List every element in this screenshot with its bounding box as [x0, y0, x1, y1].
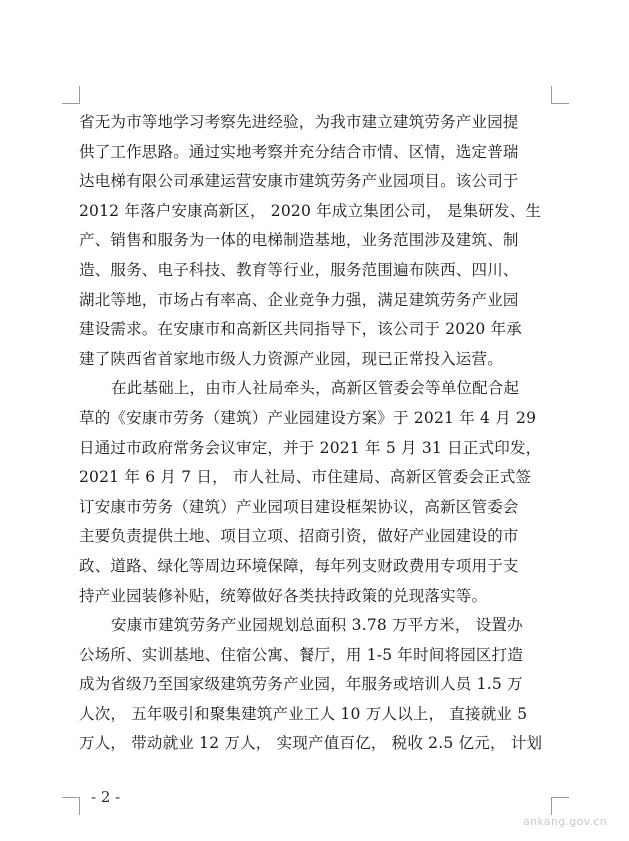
body-text	[79, 108, 551, 759]
text-line: 供了工作思路。通过实地考察并充分结合市情、区情，选定普瑞	[79, 142, 519, 161]
crop-mark-bottom-left-h	[62, 797, 80, 798]
text-line: 省无为市等地学习考察先进经验，为我市建立建筑劳务产业园提	[79, 113, 519, 131]
crop-mark-top-left-v	[79, 86, 80, 104]
crop-mark-top-right-h	[551, 103, 569, 104]
page-number: - 2 -	[91, 788, 121, 806]
text-line: 2021 年 6 月 7 日， 市人社局、市住建局、高新区管委会正式签	[79, 468, 532, 487]
text-line: 政、道路、绿化等周边环境保障，每年列支财政费用专项用于支	[79, 556, 519, 575]
watermark: ankang.gov.cn	[523, 815, 607, 828]
paragraph-1	[79, 108, 551, 374]
text-line: 持产业园装修补贴，统筹做好各类扶持政策的兑现落实等。	[79, 586, 488, 605]
text-line: 安康市建筑劳务产业园规划总面积 3.78 万平方米， 设置办	[111, 616, 523, 635]
text-line: 主要负责提供土地、项目立项、招商引资，做好产业园建设的市	[79, 527, 519, 546]
text-line: 人次， 五年吸引和聚集建筑产业工人 10 万人以上， 直接就业 5	[79, 704, 528, 723]
text-line: 成为省级乃至国家级建筑劳务产业园，年服务或培训人员 1.5 万	[79, 675, 523, 694]
text-line: 建设需求。在安康市和高新区共同指导下，该公司于 2020 年承	[79, 320, 523, 339]
text-line: 2012 年落户安康高新区， 2020 年成立集团公司， 是集研发、生	[79, 201, 542, 220]
crop-mark-bottom-right-h	[551, 797, 569, 798]
text-line: 万人， 带动就业 12 万人， 实现产值百亿， 税收 2.5 亿元， 计划	[79, 734, 543, 753]
text-line: 在此基础上，由市人社局牵头，高新区管委会等单位配合起	[111, 379, 520, 398]
text-line: 日通过市政府常务会议审定，并于 2021 年 5 月 31 日正式印发，	[79, 438, 542, 457]
text-line: 达电梯有限公司承建运营安康市建筑劳务产业园项目。该公司于	[79, 172, 519, 191]
text-line: 湖北等地，市场占有率高、企业竞争力强，满足建筑劳务产业园	[79, 290, 519, 309]
paragraph-3	[79, 611, 551, 759]
crop-mark-bottom-right-v	[551, 797, 552, 815]
text-line: 产、销售和服务为一体的电梯制造基地，业务范围涉及建筑、制	[79, 231, 519, 250]
crop-mark-bottom-left-v	[79, 797, 80, 815]
text-line: 建了陕西省首家地市级人力资源产业园，现已正常投入运营。	[79, 349, 503, 368]
crop-mark-top-left-h	[62, 103, 80, 104]
crop-mark-top-right-v	[551, 86, 552, 104]
text-line: 公场所、实训基地、住宿公寓、餐厅，用 1-5 年时间将园区打造	[79, 645, 524, 664]
paragraph-2	[79, 374, 551, 611]
text-line: 造、服务、电子科技、教育等行业，服务范围遍布陕西、四川、	[79, 260, 519, 279]
text-line: 订安康市劳务（建筑）产业园项目建设框架协议，高新区管委会	[79, 497, 519, 516]
text-line: 草的《安康市劳务（建筑）产业园建设方案》于 2021 年 4 月 29	[79, 408, 537, 427]
